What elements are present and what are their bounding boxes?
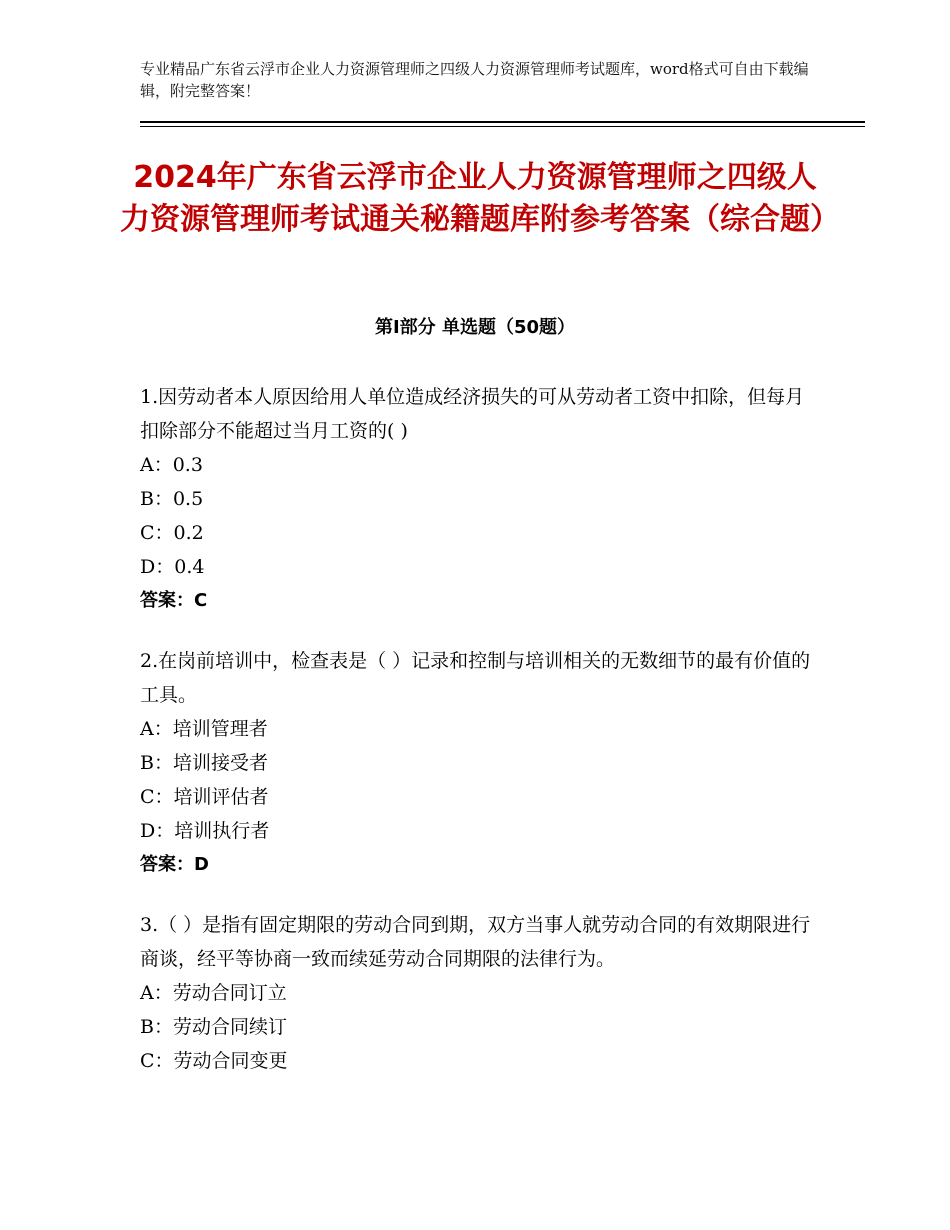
header-note: 专业精品广东省云浮市企业人力资源管理师之四级人力资源管理师考试题库，word格式可自由下载编辑，附完整答案！ — [140, 60, 809, 100]
question-stem: 1.因劳动者本人原因给用人单位造成经济损失的可从劳动者工资中扣除，但每月扣除部分不能超过当月工资的( ) — [140, 386, 805, 442]
option-a: A：0.3 — [140, 454, 203, 476]
option-c: C：培训评估者 — [140, 786, 269, 808]
header-divider-thick — [140, 121, 865, 123]
option-b: B：0.5 — [140, 488, 204, 510]
answer-text: 答案：D — [140, 854, 209, 875]
option-b: B：培训接受者 — [140, 752, 268, 774]
header-divider-thin — [140, 126, 865, 127]
option-c: C：劳动合同变更 — [140, 1050, 288, 1072]
document-title: 2024年广东省云浮市企业人力资源管理师之四级人力资源管理师考试通关秘籍题库附参考答案（综合题） — [120, 160, 840, 237]
question-2 — [140, 644, 820, 882]
option-a: A：培训管理者 — [140, 718, 268, 740]
question-3 — [140, 908, 820, 1078]
option-d: D：0.4 — [140, 556, 205, 578]
option-c: C：0.2 — [140, 522, 204, 544]
option-d: D：培训执行者 — [140, 820, 270, 842]
option-a: A：劳动合同订立 — [140, 982, 287, 1004]
option-b: B：劳动合同续订 — [140, 1016, 287, 1038]
question-stem: 2.在岗前培训中，检查表是（ ）记录和控制与培训相关的无数细节的最有价值的工具。 — [140, 650, 811, 706]
question-stem: 3.（ ）是指有固定期限的劳动合同到期，双方当事人就劳动合同的有效期限进行商谈，经平等协商一致而续延劳动合同期限的法律行为。 — [140, 914, 811, 970]
question-1 — [140, 380, 820, 618]
question-list — [140, 380, 820, 1104]
answer-text: 答案：C — [140, 590, 208, 611]
section-title: 第Ⅰ部分 单选题（50题） — [374, 317, 575, 338]
